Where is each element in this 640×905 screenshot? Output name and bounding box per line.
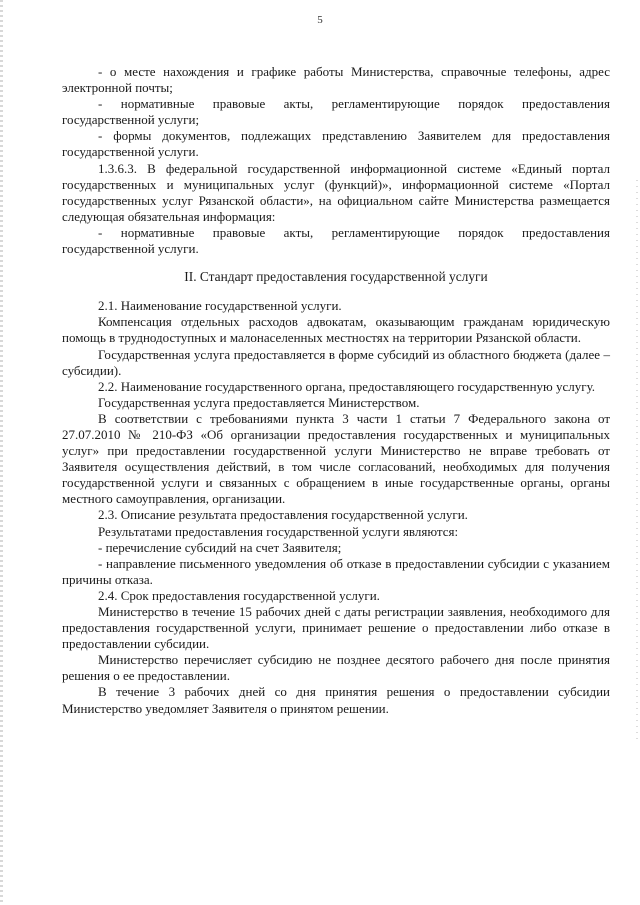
document-body — [62, 64, 610, 717]
list-item: - перечисление субсидий на счет Заявителя; — [98, 539, 342, 555]
paragraph: - нормативные правовые акты, регламентирующие порядок предоставления государственной услуги; — [62, 96, 610, 128]
subsection-title: 2.2. Наименование государственного органа, предоставляющего государственную услугу. — [98, 378, 596, 394]
paragraph: - формы документов, подлежащих представлению Заявителем для предоставления государственной услуги. — [62, 128, 610, 160]
paragraph: - о месте нахождения и графике работы Министерства, справочные телефоны, адрес электронной почты; — [62, 64, 610, 96]
paragraph: Министерство перечисляет субсидию не позднее десятого рабочего дня после принятия решения о ее предоставлении. — [62, 652, 610, 684]
subsection-title: 2.3. Описание результата предоставления государственной услуги. — [98, 507, 468, 523]
paragraph: 1.3.6.3. В федеральной государственной информационной системе «Единый портал государственных и муниципальных услуг (функций)», информационной системе «Портал государственных услуг Рязанской области», на официальном сайте Министерства размещается следующая обязательная информация: — [62, 160, 610, 224]
scan-edge-left — [0, 0, 3, 905]
list-item: - направление письменного уведомления об отказе в предоставлении субсидии с указанием причины отказа. — [62, 555, 610, 587]
section-heading: II. Стандарт предоставления государственной услуги — [184, 269, 488, 285]
paragraph: Министерство в течение 15 рабочих дней с даты регистрации заявления, необходимого для предоставления государственной услуги, принимает решение о предоставлении либо отказе в предоставлении субсидии. — [62, 604, 610, 652]
paragraph: В соответствии с требованиями пункта 3 части 1 статьи 7 Федерального закона от 27.07.2010 № 210-ФЗ «Об организации предоставления государственных и муниципальных услуг» при предоставлении государственной услуги Министерство не вправе требовать от Заявителя осуществления действий, в том числе согласований, необходимых для получения государственной услуги и связанных с обращением в иные государственные органы, органы местного самоуправления, организации. — [62, 410, 610, 507]
paragraph: - нормативные правовые акты, регламентирующие порядок предоставления государственной услуги. — [62, 224, 610, 257]
paragraph: В течение 3 рабочих дней со дня принятия решения о предоставлении субсидии Министерство уведомляет Заявителя о принятом решении. — [62, 684, 610, 716]
subsection-title: 2.4. Срок предоставления государственной услуги. — [98, 587, 380, 603]
paragraph: Результатами предоставления государственной услуги являются: — [98, 523, 459, 539]
paragraph: Государственная услуга предоставляется в форме субсидий из областного бюджета (далее – субсидии). — [62, 346, 610, 378]
paragraph: Государственная услуга предоставляется Министерством. — [98, 394, 420, 410]
paragraph: Компенсация отдельных расходов адвокатам, оказывающим гражданам юридическую помощь в труднодоступных и малонаселенных местностях на территории Рязанской области. — [62, 314, 610, 346]
subsection-title: 2.1. Наименование государственной услуги. — [98, 298, 342, 314]
page-number: 5 — [317, 14, 323, 26]
scan-edge-right — [636, 180, 638, 740]
